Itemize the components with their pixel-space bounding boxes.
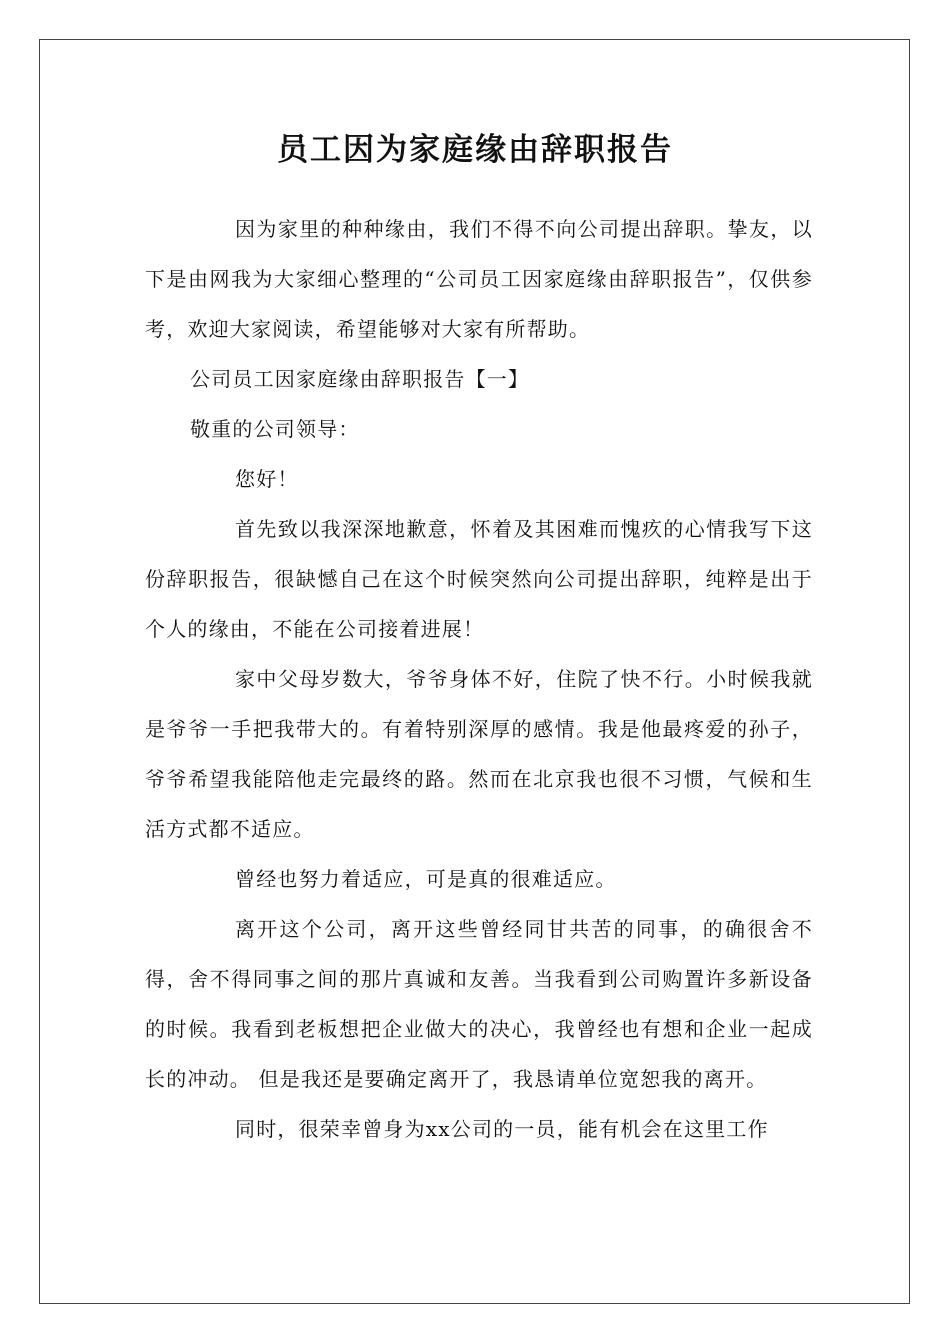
paragraph-intro: 因为家里的种种缘由，我们不得不向公司提出辞职。挚友，以下是由网我为大家细心整理的“公司员工因家庭缘由辞职报告”，仅供参考，欢迎大家阅读，希望能够对大家有所帮助。 (145, 217, 813, 341)
paragraph-greeting: 您好！ (235, 467, 299, 491)
paragraph-apology: 首先致以我深深地歉意，怀着及其困难而愧疚的心情我写下这份辞职报告，很缺憾自己在这个时候突然向公司提出辞职，纯粹是出于个人的缘由，不能在公司接着进展！ (145, 517, 813, 641)
paragraph-family: 家中父母岁数大，爷爷身体不好，住院了快不行。小时候我就是爷爷一手把我带大的。有着特别深厚的感情。我是他最疼爱的孙子，爷爷希望我能陪他走完最终的路。然而在北京我也很不习惯，气候和生活方式都不适应。 (145, 667, 813, 841)
paragraph-leaving: 离开这个公司，离开这些曾经同甘共苦的同事，的确很舍不得，舍不得同事之间的那片真诚和友善。当我看到公司购置许多新设备的时候。我看到老板想把企业做大的决心，我曾经也有想和企业一起成长的冲动。 但是我还是要确定离开了，我恳请单位宽恕我的离开。 (145, 917, 813, 1091)
paragraph-section-heading: 公司员工因家庭缘由辞职报告【一】 (190, 367, 530, 391)
paragraph-adapt: 曾经也努力着适应，可是真的很难适应。 (235, 867, 617, 891)
paragraph-salutation: 敬重的公司领导： (190, 417, 360, 441)
document-title: 员工因为家庭缘由辞职报告 (277, 132, 673, 168)
document-body (145, 204, 813, 1154)
paragraph-gratitude: 同时，很荣幸曾身为xx公司的一员，能有机会在这里工作 (235, 1117, 769, 1141)
